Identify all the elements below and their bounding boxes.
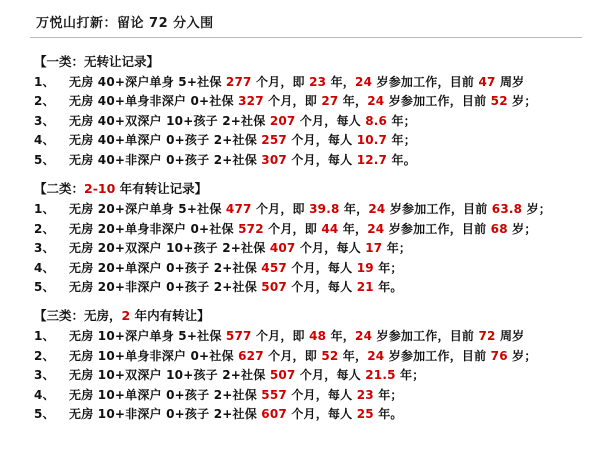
item-text: 年。 [387, 152, 416, 167]
list-item [34, 73, 582, 92]
heading-highlight: 2 [121, 308, 131, 324]
item-text: 年； [382, 241, 412, 256]
value-highlight: 627 [238, 348, 264, 363]
list-item-index: 2、 [34, 94, 55, 109]
value-highlight: 39.8 [309, 202, 340, 217]
item-text: 个月，每人 [295, 113, 366, 128]
item-text: 年； [373, 260, 403, 275]
value-highlight: 24 [367, 221, 385, 236]
value-highlight: 47 [478, 75, 496, 89]
section-heading [34, 179, 582, 197]
item-text: 年， [326, 329, 356, 344]
value-highlight: 327 [238, 94, 264, 109]
value-highlight: 407 [269, 241, 296, 256]
value-highlight: 52 [490, 94, 508, 109]
item-text: 无房 10+单身非深户 0+社保 [69, 348, 239, 363]
list-item-index: 5、 [34, 152, 55, 167]
value-highlight: 21.5 [365, 368, 396, 383]
value-highlight: 52 [321, 348, 339, 363]
value-highlight: 24 [367, 94, 385, 109]
item-text: 个月，每人 [286, 133, 357, 148]
heading-text: 【一类：无转让记录】 [34, 54, 160, 69]
section [30, 306, 582, 424]
list-item-index: 2、 [34, 348, 55, 363]
heading-text: 年内有转让】 [130, 308, 210, 324]
list-item [34, 327, 582, 346]
value-highlight: 572 [238, 221, 264, 236]
list-item [34, 200, 582, 219]
value-highlight: 48 [309, 329, 327, 344]
value-highlight: 72 [478, 329, 496, 344]
value-highlight: 17 [365, 241, 383, 256]
item-text: 无房 20+单深户 0+孩子 2+社保 [69, 260, 262, 275]
item-text: 年； [387, 113, 416, 128]
list-item [34, 259, 582, 278]
value-highlight: 12.7 [356, 152, 388, 167]
list-item-index: 3、 [34, 241, 55, 256]
item-text: 年， [338, 221, 368, 236]
item-text: 个月，每人 [286, 260, 357, 275]
heading-text: 【二类： [34, 181, 85, 197]
heading-text: 【三类：无房， [34, 308, 122, 324]
list-item-index: 4、 [34, 260, 55, 275]
list-item [34, 112, 582, 131]
value-highlight: 63.8 [491, 202, 523, 217]
item-text: 无房 40+深户单身 5+社保 [69, 75, 226, 89]
list-item-index: 1、 [34, 75, 55, 89]
item-text: 周岁 [495, 75, 525, 89]
value-highlight: 27 [321, 94, 339, 109]
list-item [34, 151, 582, 170]
item-text: 年， [338, 348, 368, 363]
value-highlight: 24 [355, 329, 373, 344]
value-highlight: 257 [261, 133, 287, 148]
item-text: 个月，即 [251, 202, 310, 217]
item-text: 年。 [373, 407, 403, 422]
item-text: 个月，即 [251, 329, 310, 344]
item-text: 个月，每人 [286, 279, 357, 294]
value-highlight: 19 [356, 260, 374, 275]
list-item-index: 3、 [34, 368, 55, 383]
value-highlight: 25 [356, 407, 374, 422]
value-highlight: 507 [269, 368, 296, 383]
item-text: 无房 10+单深户 0+孩子 2+社保 [69, 387, 262, 402]
value-highlight: 477 [225, 202, 252, 217]
value-highlight: 76 [490, 348, 508, 363]
item-text: 个月，每人 [295, 368, 366, 383]
list-item-index: 1、 [34, 202, 55, 217]
value-highlight: 557 [261, 387, 287, 402]
value-highlight: 307 [261, 152, 287, 167]
value-highlight: 10.7 [356, 133, 388, 148]
item-text: 岁参加工作，目前 [384, 94, 491, 109]
item-text: 岁参加工作，目前 [372, 75, 479, 89]
section [30, 179, 582, 297]
item-text: 岁； [507, 348, 537, 363]
value-highlight: 457 [261, 260, 287, 275]
value-highlight: 577 [225, 329, 252, 344]
page-title: 万悦山打新：留论 72 分入围 [36, 16, 214, 31]
item-text: 个月，即 [263, 348, 322, 363]
list-item-index: 2、 [34, 221, 55, 236]
list-item [34, 347, 582, 366]
item-text: 个月，每人 [286, 387, 357, 402]
item-text: 岁； [507, 94, 537, 109]
item-text: 无房 10+深户单身 5+社保 [69, 329, 226, 344]
item-text: 个月，每人 [295, 241, 366, 256]
list-item [34, 278, 582, 297]
item-text: 岁； [522, 202, 551, 217]
list-item [34, 405, 582, 424]
item-text: 年； [387, 133, 416, 148]
value-highlight: 24 [367, 348, 385, 363]
list-item-index: 5、 [34, 407, 55, 422]
section [30, 52, 582, 170]
value-highlight: 23 [309, 75, 327, 89]
sections-container [30, 52, 582, 425]
item-text: 岁； [507, 221, 537, 236]
item-text: 岁参加工作，目前 [385, 202, 492, 217]
title-divider [30, 37, 582, 38]
list-item-index: 4、 [34, 387, 55, 402]
item-text: 年， [339, 202, 369, 217]
item-text: 无房 10+双深户 10+孩子 2+社保 [69, 368, 270, 383]
value-highlight: 277 [225, 75, 252, 89]
heading-highlight: 2-10 [84, 181, 116, 197]
item-text: 个月，即 [251, 75, 310, 89]
item-text: 个月，即 [263, 94, 322, 109]
item-text: 岁参加工作，目前 [384, 348, 491, 363]
list-item-index: 3、 [34, 113, 55, 128]
value-highlight: 21 [356, 279, 374, 294]
item-text: 无房 20+非深户 0+孩子 2+社保 [69, 279, 262, 294]
item-text: 无房 40+单深户 0+孩子 2+社保 [69, 133, 262, 148]
item-text: 无房 20+深户单身 5+社保 [69, 202, 226, 217]
list-item [34, 131, 582, 150]
value-highlight: 8.6 [365, 113, 388, 128]
value-highlight: 24 [368, 202, 386, 217]
value-highlight: 207 [269, 113, 296, 128]
value-highlight: 24 [355, 75, 373, 89]
value-highlight: 23 [356, 387, 374, 402]
list-item [34, 92, 582, 111]
section-heading [34, 306, 582, 324]
list-item-index: 5、 [34, 279, 55, 294]
item-text: 岁参加工作，目前 [372, 329, 479, 344]
item-text: 周岁 [495, 329, 525, 344]
list-item [34, 220, 582, 239]
value-highlight: 44 [321, 221, 339, 236]
item-text: 年； [373, 387, 403, 402]
item-text: 个月，每人 [286, 152, 357, 167]
list-item [34, 366, 582, 385]
item-text: 个月，即 [263, 221, 322, 236]
list-item-index: 4、 [34, 133, 55, 148]
item-text: 岁参加工作，目前 [384, 221, 491, 236]
item-text: 无房 10+非深户 0+孩子 2+社保 [69, 407, 262, 422]
value-highlight: 68 [490, 221, 508, 236]
item-text: 年； [395, 368, 425, 383]
item-text: 无房 20+单身非深户 0+社保 [69, 221, 239, 236]
item-text: 年， [326, 75, 356, 89]
item-text: 无房 40+双深户 10+孩子 2+社保 [69, 113, 270, 128]
item-text: 无房 40+单身非深户 0+社保 [69, 94, 239, 109]
section-heading [34, 52, 582, 70]
list-item [34, 239, 582, 258]
list-item-index: 1、 [34, 329, 55, 344]
item-text: 无房 20+双深户 10+孩子 2+社保 [69, 241, 270, 256]
value-highlight: 507 [261, 279, 287, 294]
item-text: 年。 [373, 279, 403, 294]
list-item [34, 386, 582, 405]
item-text: 无房 40+非深户 0+孩子 2+社保 [69, 152, 262, 167]
item-text: 年， [338, 94, 368, 109]
value-highlight: 607 [261, 407, 287, 422]
heading-text: 年有转让记录】 [115, 181, 208, 197]
item-text: 个月，每人 [286, 407, 357, 422]
